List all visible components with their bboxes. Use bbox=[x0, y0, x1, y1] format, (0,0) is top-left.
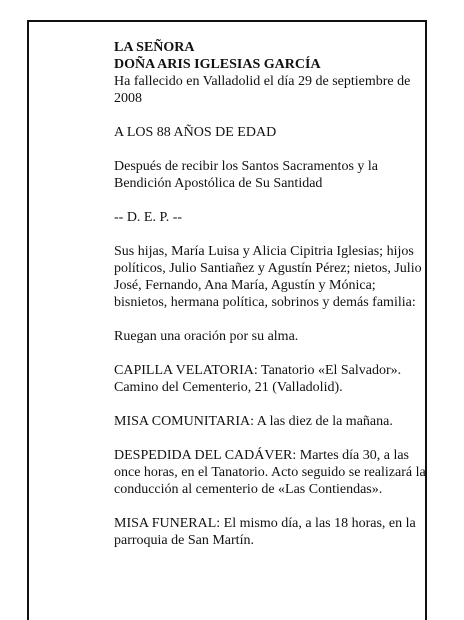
farewell-info: DESPEDIDA DEL CADÁVER: Martes día 30, a las once horas, en el Tanatorio. Acto seguido se realizará la conducción al cementerio de «Las Contiendas». bbox=[114, 448, 426, 497]
sacraments-line: Después de recibir los Santos Sacramentos y la Bendición Apostólica de Su Santidad bbox=[114, 159, 378, 191]
deceased-name: DOÑA ARIS IGLESIAS GARCÍA bbox=[114, 57, 321, 72]
death-info: Ha fallecido en Valladolid el día 29 de septiembre de 2008 bbox=[114, 74, 411, 106]
funeral-mass-info: MISA FUNERAL: El mismo día, a las 18 horas, en la parroquia de San Martín. bbox=[114, 516, 416, 548]
community-mass-info: MISA COMUNITARIA: A las diez de la mañana. bbox=[114, 414, 393, 429]
obituary-notice bbox=[114, 39, 426, 549]
title-line-1: LA SEÑORA bbox=[114, 40, 195, 55]
family-paragraph: Sus hijas, María Luisa y Alicia Cipitria Iglesias; hijos políticos, Julio Santiañez y Agustín Pérez; nietos, Julio José, Fernando, Ana María, Agustín y Mónica; bisnietos, hermana política, sobrinos y demás familia: bbox=[114, 244, 422, 310]
age-line: A LOS 88 AÑOS DE EDAD bbox=[114, 125, 277, 140]
rip-line: -- D. E. P. -- bbox=[114, 210, 183, 225]
prayer-request: Ruegan una oración por su alma. bbox=[114, 329, 299, 344]
chapel-info: CAPILLA VELATORIA: Tanatorio «El Salvador». Camino del Cementerio, 21 (Valladolid). bbox=[114, 363, 402, 395]
